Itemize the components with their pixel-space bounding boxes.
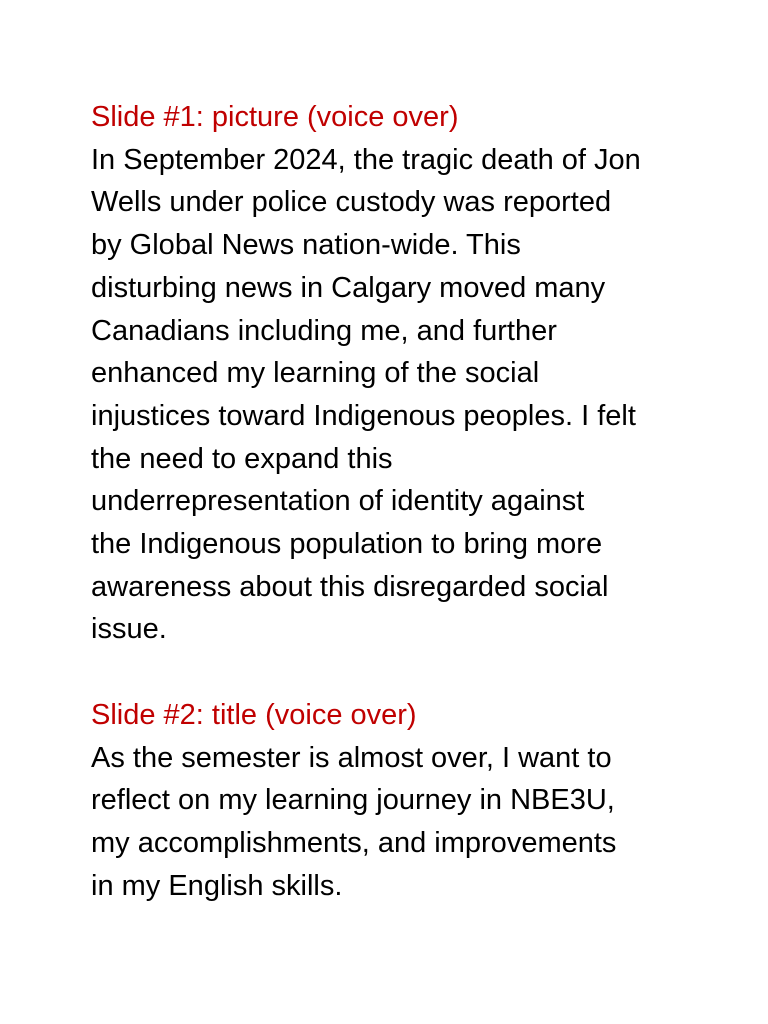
document-page — [91, 96, 731, 907]
slide-2-body: As the semester is almost over, I want to reflect on my learning journey in NBE3U, my accomplishments, and improvements in my English skills. — [91, 741, 617, 902]
slide-1-heading: Slide #1: picture (voice over) — [91, 101, 459, 133]
slide-1-section — [91, 96, 731, 651]
slide-1-body: In September 2024, the tragic death of Jon Wells under police custody was reported by Global News nation-wide. This disturbing news in Calgary moved many Canadians including me, and further enhanced my learning of the social injustices toward Indigenous peoples. I felt the need to expand this underrepresentation of identity against the Indigenous population to bring more awareness about this disregarded social issue. — [91, 143, 641, 646]
slide-2-section — [91, 694, 731, 908]
slide-2-heading: Slide #2: title (voice over) — [91, 698, 417, 731]
